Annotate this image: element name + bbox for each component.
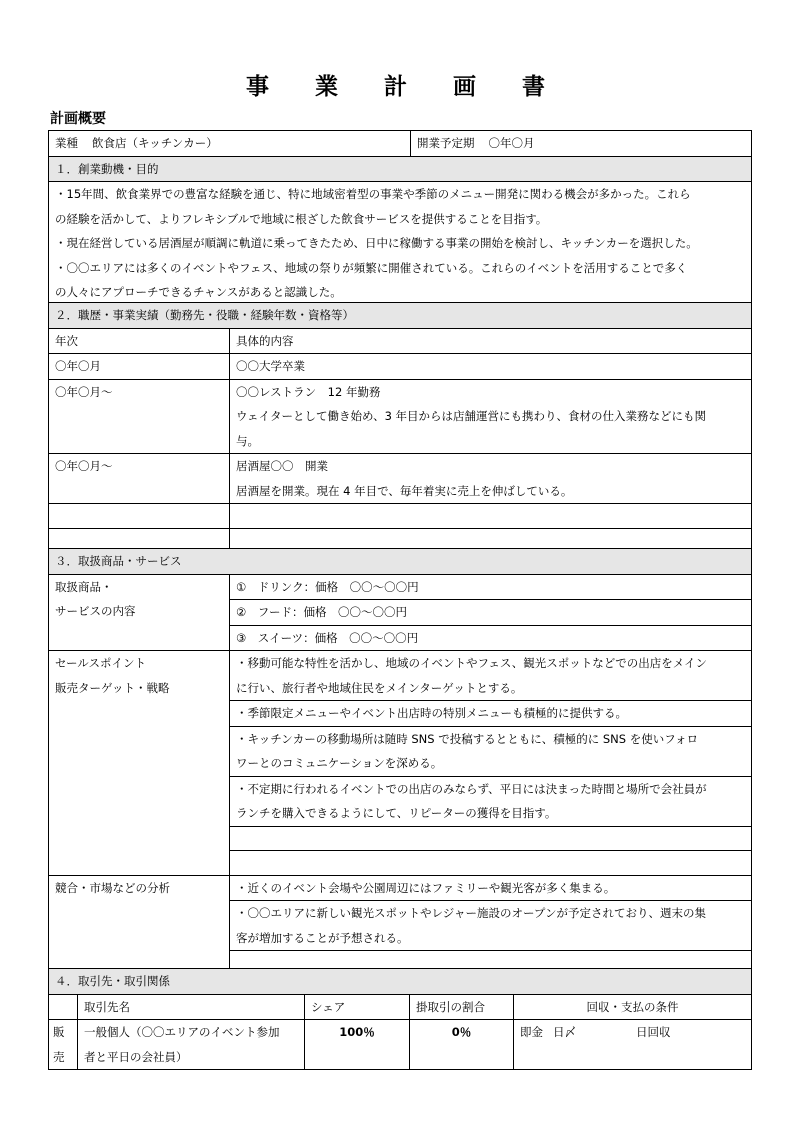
sales-label-line: セールスポイント xyxy=(55,656,146,670)
sales-point xyxy=(230,826,752,851)
career-year xyxy=(49,504,230,529)
sales-point-line: ・移動可能な特性を活かし、地域のイベントやフェス、観光スポットなどでの出店をメイン xyxy=(236,656,708,670)
section1-line: の経験を活かして、よりフレキシブルで地域に根ざした飲食サービスを提供することを目指す。 xyxy=(55,211,548,226)
opening-label: 開業予定期 xyxy=(417,136,475,150)
product-item: ③ スイーツ：価格 〇〇～〇〇円 xyxy=(230,625,752,651)
section4-title: ４．取引先・取引関係 xyxy=(49,969,752,995)
career-line: 居酒屋〇〇 開業 xyxy=(236,459,328,473)
sales-point-line: ワーとのコミュニケーションを深める。 xyxy=(236,756,443,770)
side-label-char: 販 xyxy=(53,1025,65,1039)
career-detail xyxy=(230,379,752,454)
section1-title: １．創業動機・目的 xyxy=(49,156,752,182)
career-line: 与。 xyxy=(236,433,259,448)
partners-col-credit: 掛取引の割合 xyxy=(410,994,514,1020)
sales-point xyxy=(230,651,752,701)
career-col-year: 年次 xyxy=(49,328,230,354)
overview-heading: 計画概要 xyxy=(50,111,106,127)
sales-label xyxy=(49,651,230,876)
section2-title: ２．職歴・事業実績（勤務先・役職・経験年数・資格等） xyxy=(49,303,752,329)
products-label xyxy=(49,574,230,651)
business-type-label: 業種 xyxy=(55,136,78,150)
partners-side-label xyxy=(49,1020,78,1070)
competition-line: ・〇〇エリアに新しい観光スポットやレジャー施設のオープンが予定されており、週末の集 xyxy=(236,906,706,920)
opening-value: 〇年〇月 xyxy=(488,136,535,150)
sales-point-line: ・キッチンカーの移動場所は随時 SNS で投稿するとともに、積極的に SNS を使いフォロ xyxy=(236,731,699,746)
sales-point: ・季節限定メニューやイベント出店時の特別メニューも積極的に提供する。 xyxy=(230,701,752,727)
product-item: ② フード：価格 〇〇～〇〇円 xyxy=(230,600,752,626)
section1-line: ・15年間、飲食業界での豊富な経験を通じ、特に地域密着型の事業や季節のメニュー開発に関わる機会が多かった。これら xyxy=(55,187,691,201)
sales-label-line: 販売ターゲット・戦略 xyxy=(55,680,170,695)
competition-item xyxy=(230,901,752,951)
sales-point-line: ・不定期に行われるイベントでの出店のみならず、平日には決まった時間と場所で会社員が xyxy=(236,781,707,796)
product-item: ① ドリンク：価格 〇〇～〇〇円 xyxy=(230,574,752,600)
career-line: 居酒屋を開業。現在 4 年目で、毎年着実に売上を伸ばしている。 xyxy=(236,483,573,498)
partner-name-line: 一般個人（〇〇エリアのイベント参加 xyxy=(84,1025,280,1039)
competition-item: ・近くのイベント会場や公園周辺にはファミリーや観光客が多く集まる。 xyxy=(230,875,752,901)
section1-line: の人々にアプローチできるチャンスがあると認識した。 xyxy=(55,285,342,299)
sales-point xyxy=(230,851,752,876)
business-type-cell xyxy=(49,131,411,157)
partners-side-blank xyxy=(49,994,78,1020)
career-line: 〇〇レストラン 12 年勤務 xyxy=(236,384,381,399)
career-line: ウェイターとして働き始め、3 年目からは店舗運営にも携わり、食材の仕入業務などにも関 xyxy=(236,409,707,423)
partners-table xyxy=(48,968,752,1070)
products-label-line: サービスの内容 xyxy=(55,604,136,618)
overview-table xyxy=(48,130,752,306)
section1-body xyxy=(49,182,752,306)
partner-name xyxy=(78,1020,305,1070)
career-year: 〇年〇月～ xyxy=(49,379,230,454)
career-year: 〇年〇月 xyxy=(49,354,230,380)
sales-point-line: に行い、旅行者や地域住民をメインターゲットとする。 xyxy=(236,680,523,695)
sales-point xyxy=(230,726,752,776)
terms-cutoff: 日〆 xyxy=(553,1025,576,1039)
competition-line: 客が増加することが予想される。 xyxy=(236,930,409,945)
career-year: 〇年〇月～ xyxy=(49,454,230,504)
opening-cell xyxy=(411,131,752,157)
terms-collection: 日回収 xyxy=(636,1025,671,1039)
partners-col-name: 取引先名 xyxy=(78,994,305,1020)
career-table xyxy=(48,302,752,553)
section1-line: ・現在経営している居酒屋が順調に軌道に乗ってきたため、日中に稼働する事業の開始を検討し、キッチンカーを選択した。 xyxy=(55,236,698,250)
career-detail xyxy=(230,354,752,380)
sales-point-line: ランチを購入できるようにして、リピーターの獲得を目指す。 xyxy=(236,806,557,820)
competition-label: 競合・市場などの分析 xyxy=(49,875,230,975)
partners-col-share: シェア xyxy=(305,994,410,1020)
partner-share: 100％ xyxy=(305,1020,410,1070)
sales-point xyxy=(230,776,752,826)
products-label-line: 取扱商品・ xyxy=(55,579,113,594)
career-col-detail: 具体的内容 xyxy=(230,328,752,354)
products-table xyxy=(48,548,752,976)
side-label-char: 売 xyxy=(53,1049,65,1064)
partner-name-line: 者と平日の会社員） xyxy=(84,1049,188,1064)
business-type-value: 飲食店（キッチンカー） xyxy=(92,136,218,150)
section1-line: ・〇〇エリアには多くのイベントやフェス、地域の祭りが頻繁に開催されている。これらのイベントを活用することで多く xyxy=(55,260,688,275)
partners-col-terms: 回収・支払の条件 xyxy=(514,994,752,1020)
terms-cash: 即金 xyxy=(520,1025,543,1039)
partner-terms xyxy=(514,1020,752,1070)
career-line: 〇〇大学卒業 xyxy=(236,359,305,373)
career-detail xyxy=(230,454,752,504)
career-row xyxy=(49,379,752,454)
section3-title: ３．取扱商品・サービス xyxy=(49,549,752,575)
career-row xyxy=(49,454,752,504)
partner-credit-ratio: 0％ xyxy=(410,1020,514,1070)
career-row xyxy=(49,354,752,380)
career-detail xyxy=(230,504,752,529)
career-row xyxy=(49,504,752,529)
document-title: 事 業 計 画 書 xyxy=(245,74,565,100)
